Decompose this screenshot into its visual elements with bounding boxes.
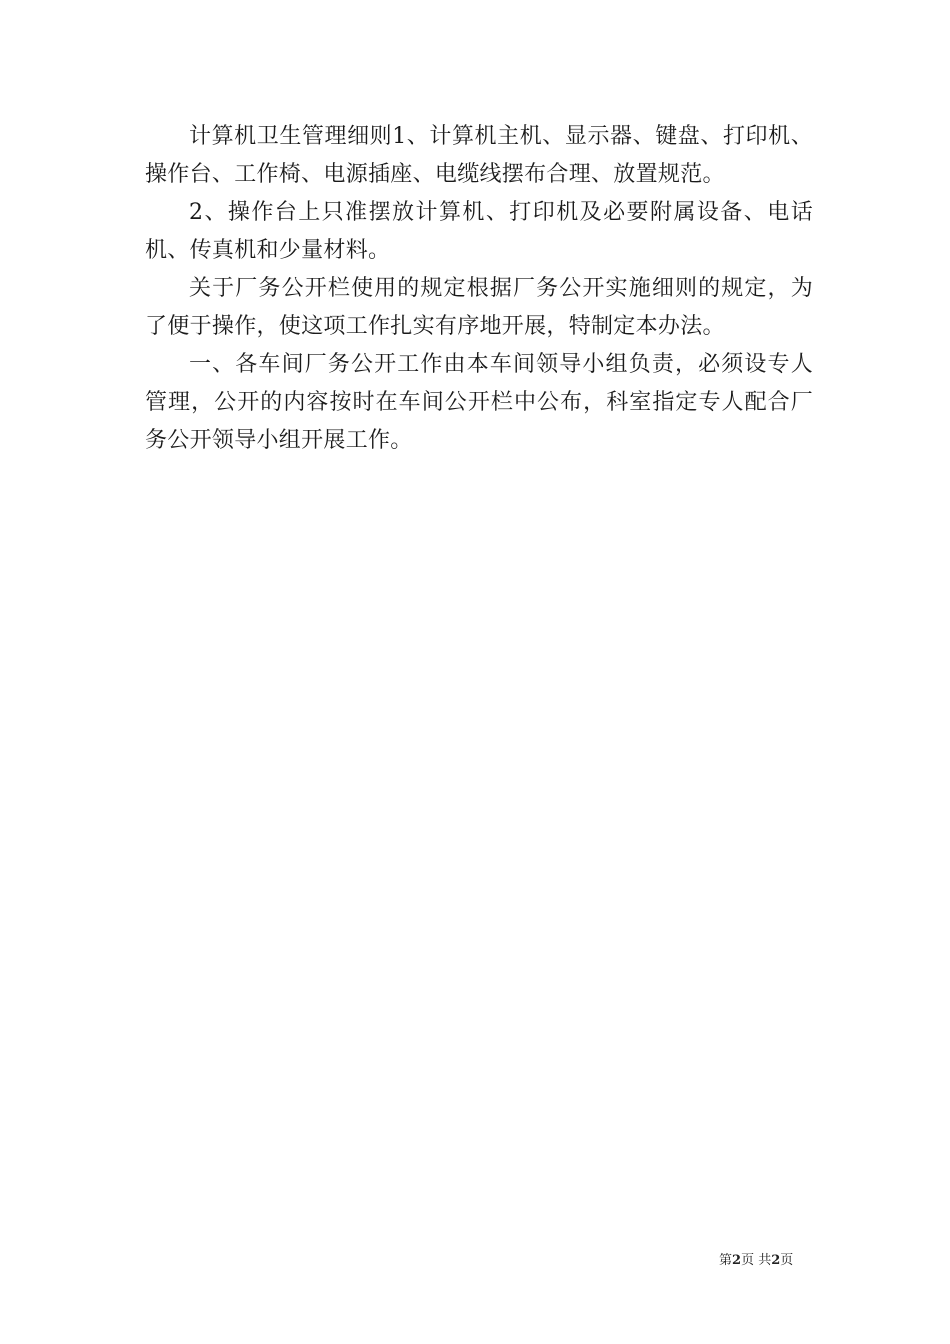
document-body xyxy=(145,118,813,460)
page-number-footer xyxy=(719,1253,819,1269)
paragraph-1: 计算机卫生管理细则1、计算机主机、显示器、键盘、打印机、操作台、工作椅、电源插座、电缆线摆布合理、放置规范。 xyxy=(145,124,813,187)
paragraph-2: 2、操作台上只准摆放计算机、打印机及必要附属设备、电话机、传真机和少量材料。 xyxy=(145,200,813,263)
paragraph-3: 关于厂务公开栏使用的规定根据厂务公开实施细则的规定，为了便于操作，使这项工作扎实有序地开展，特制定本办法。 xyxy=(145,276,813,339)
footer-suffix: 页 xyxy=(780,1253,794,1268)
footer-middle: 页 共 xyxy=(741,1253,772,1268)
paragraph-4: 一、各车间厂务公开工作由本车间领导小组负责，必须设专人管理，公开的内容按时在车间公开栏中公布，科室指定专人配合厂务公开领导小组开展工作。 xyxy=(145,352,813,453)
current-page-number: 2 xyxy=(732,1253,742,1268)
footer-prefix: 第 xyxy=(719,1253,733,1268)
total-pages-number: 2 xyxy=(771,1253,781,1268)
